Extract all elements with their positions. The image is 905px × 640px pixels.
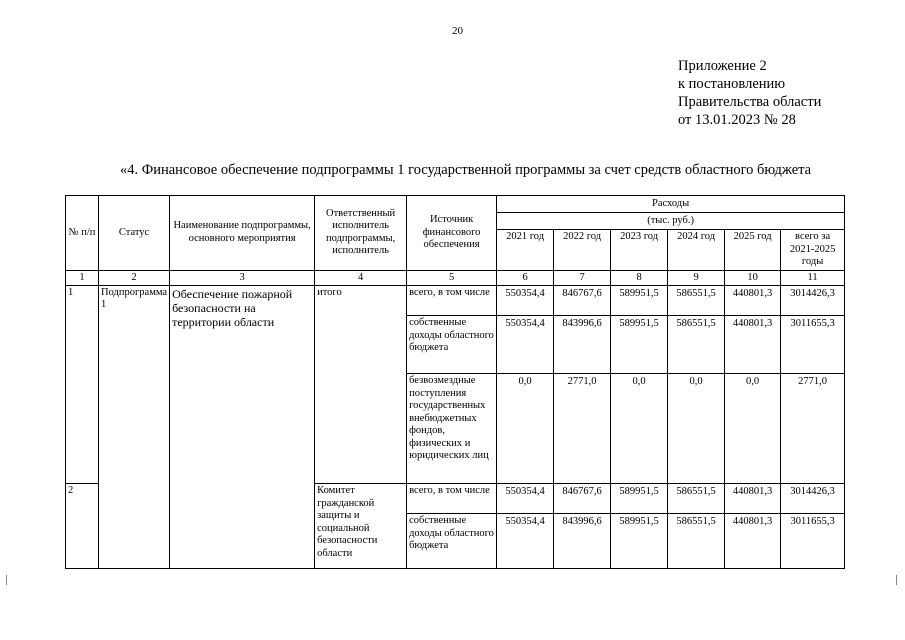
value-cell: 843996,6: [554, 316, 611, 374]
value-cell: 589951,5: [611, 514, 668, 569]
col-number: 3: [170, 270, 315, 286]
value-cell: 0,0: [725, 374, 781, 484]
value-cell: 440801,3: [725, 484, 781, 514]
appendix-block: [678, 57, 821, 129]
status-cell: Подпрограмма 1: [99, 286, 170, 569]
value-cell: 589951,5: [611, 316, 668, 374]
row-number: 2: [66, 484, 99, 569]
value-cell: 586551,5: [668, 286, 725, 316]
header-year: 2022 год: [554, 230, 611, 271]
appendix-line: от 13.01.2023 № 28: [678, 112, 796, 128]
source-cell: собственные доходы областного бюджета: [407, 316, 497, 374]
header-executor: Ответственный исполнитель подпрограммы, исполнитель: [315, 196, 407, 271]
col-number: 7: [554, 270, 611, 286]
executor-cell: итого: [315, 286, 407, 484]
value-cell: 3014426,3: [781, 286, 845, 316]
value-cell: 440801,3: [725, 286, 781, 316]
col-number: 1: [66, 270, 99, 286]
col-number: 9: [668, 270, 725, 286]
value-cell: 0,0: [611, 374, 668, 484]
document-title: «4. Финансовое обеспечение подпрограммы 1 государственной программы за счет средств областного бюджета: [120, 162, 812, 178]
value-cell: 846767,6: [554, 286, 611, 316]
appendix-line: Приложение 2: [678, 58, 767, 74]
scan-mark: [896, 575, 897, 585]
header-name: Наименование подпрограммы, основного мероприятия: [170, 196, 315, 271]
col-number: 2: [99, 270, 170, 286]
scan-mark: [6, 575, 7, 585]
value-cell: 550354,4: [497, 484, 554, 514]
row-number: 1: [66, 286, 99, 484]
header-year: 2021 год: [497, 230, 554, 271]
value-cell: 586551,5: [668, 316, 725, 374]
financing-table: [65, 195, 845, 569]
value-cell: 550354,4: [497, 514, 554, 569]
value-cell: 846767,6: [554, 484, 611, 514]
value-cell: 843996,6: [554, 514, 611, 569]
source-cell: безвозмездные поступления государственных внебюджетных фондов, физических и юридических лиц: [407, 374, 497, 484]
value-cell: 2771,0: [554, 374, 611, 484]
executor-cell: Комитет гражданской защиты и социальной безопасности области: [315, 484, 407, 569]
header-source: Источник финансового обеспечения: [407, 196, 497, 271]
value-cell: 586551,5: [668, 484, 725, 514]
source-cell: всего, в том числе: [407, 286, 497, 316]
value-cell: 589951,5: [611, 484, 668, 514]
header-year: 2023 год: [611, 230, 668, 271]
header-num: № п/п: [66, 196, 99, 271]
value-cell: 550354,4: [497, 286, 554, 316]
header-year: 2025 год: [725, 230, 781, 271]
page-number: 20: [452, 25, 463, 37]
col-number: 6: [497, 270, 554, 286]
col-number: 4: [315, 270, 407, 286]
header-year: 2024 год: [668, 230, 725, 271]
appendix-line: Правительства области: [678, 94, 822, 110]
header-status: Статус: [99, 196, 170, 271]
header-expenses: Расходы: [497, 196, 845, 213]
col-number: 5: [407, 270, 497, 286]
value-cell: 2771,0: [781, 374, 845, 484]
col-number: 8: [611, 270, 668, 286]
program-name-cell: Обеспечение пожарной безопасности на территории области: [170, 286, 315, 569]
value-cell: 440801,3: [725, 514, 781, 569]
value-cell: 550354,4: [497, 316, 554, 374]
col-number: 10: [725, 270, 781, 286]
source-cell: всего, в том числе: [407, 484, 497, 514]
appendix-line: к постановлению: [678, 76, 786, 92]
value-cell: 3011655,3: [781, 316, 845, 374]
value-cell: 3011655,3: [781, 514, 845, 569]
value-cell: 3014426,3: [781, 484, 845, 514]
value-cell: 0,0: [497, 374, 554, 484]
value-cell: 586551,5: [668, 514, 725, 569]
header-unit: (тыс. руб.): [497, 213, 845, 230]
value-cell: 0,0: [668, 374, 725, 484]
col-number: 11: [781, 270, 845, 286]
value-cell: 440801,3: [725, 316, 781, 374]
source-cell: собственные доходы областного бюджета: [407, 514, 497, 569]
value-cell: 589951,5: [611, 286, 668, 316]
header-year-total: всего за 2021-2025 годы: [781, 230, 845, 271]
